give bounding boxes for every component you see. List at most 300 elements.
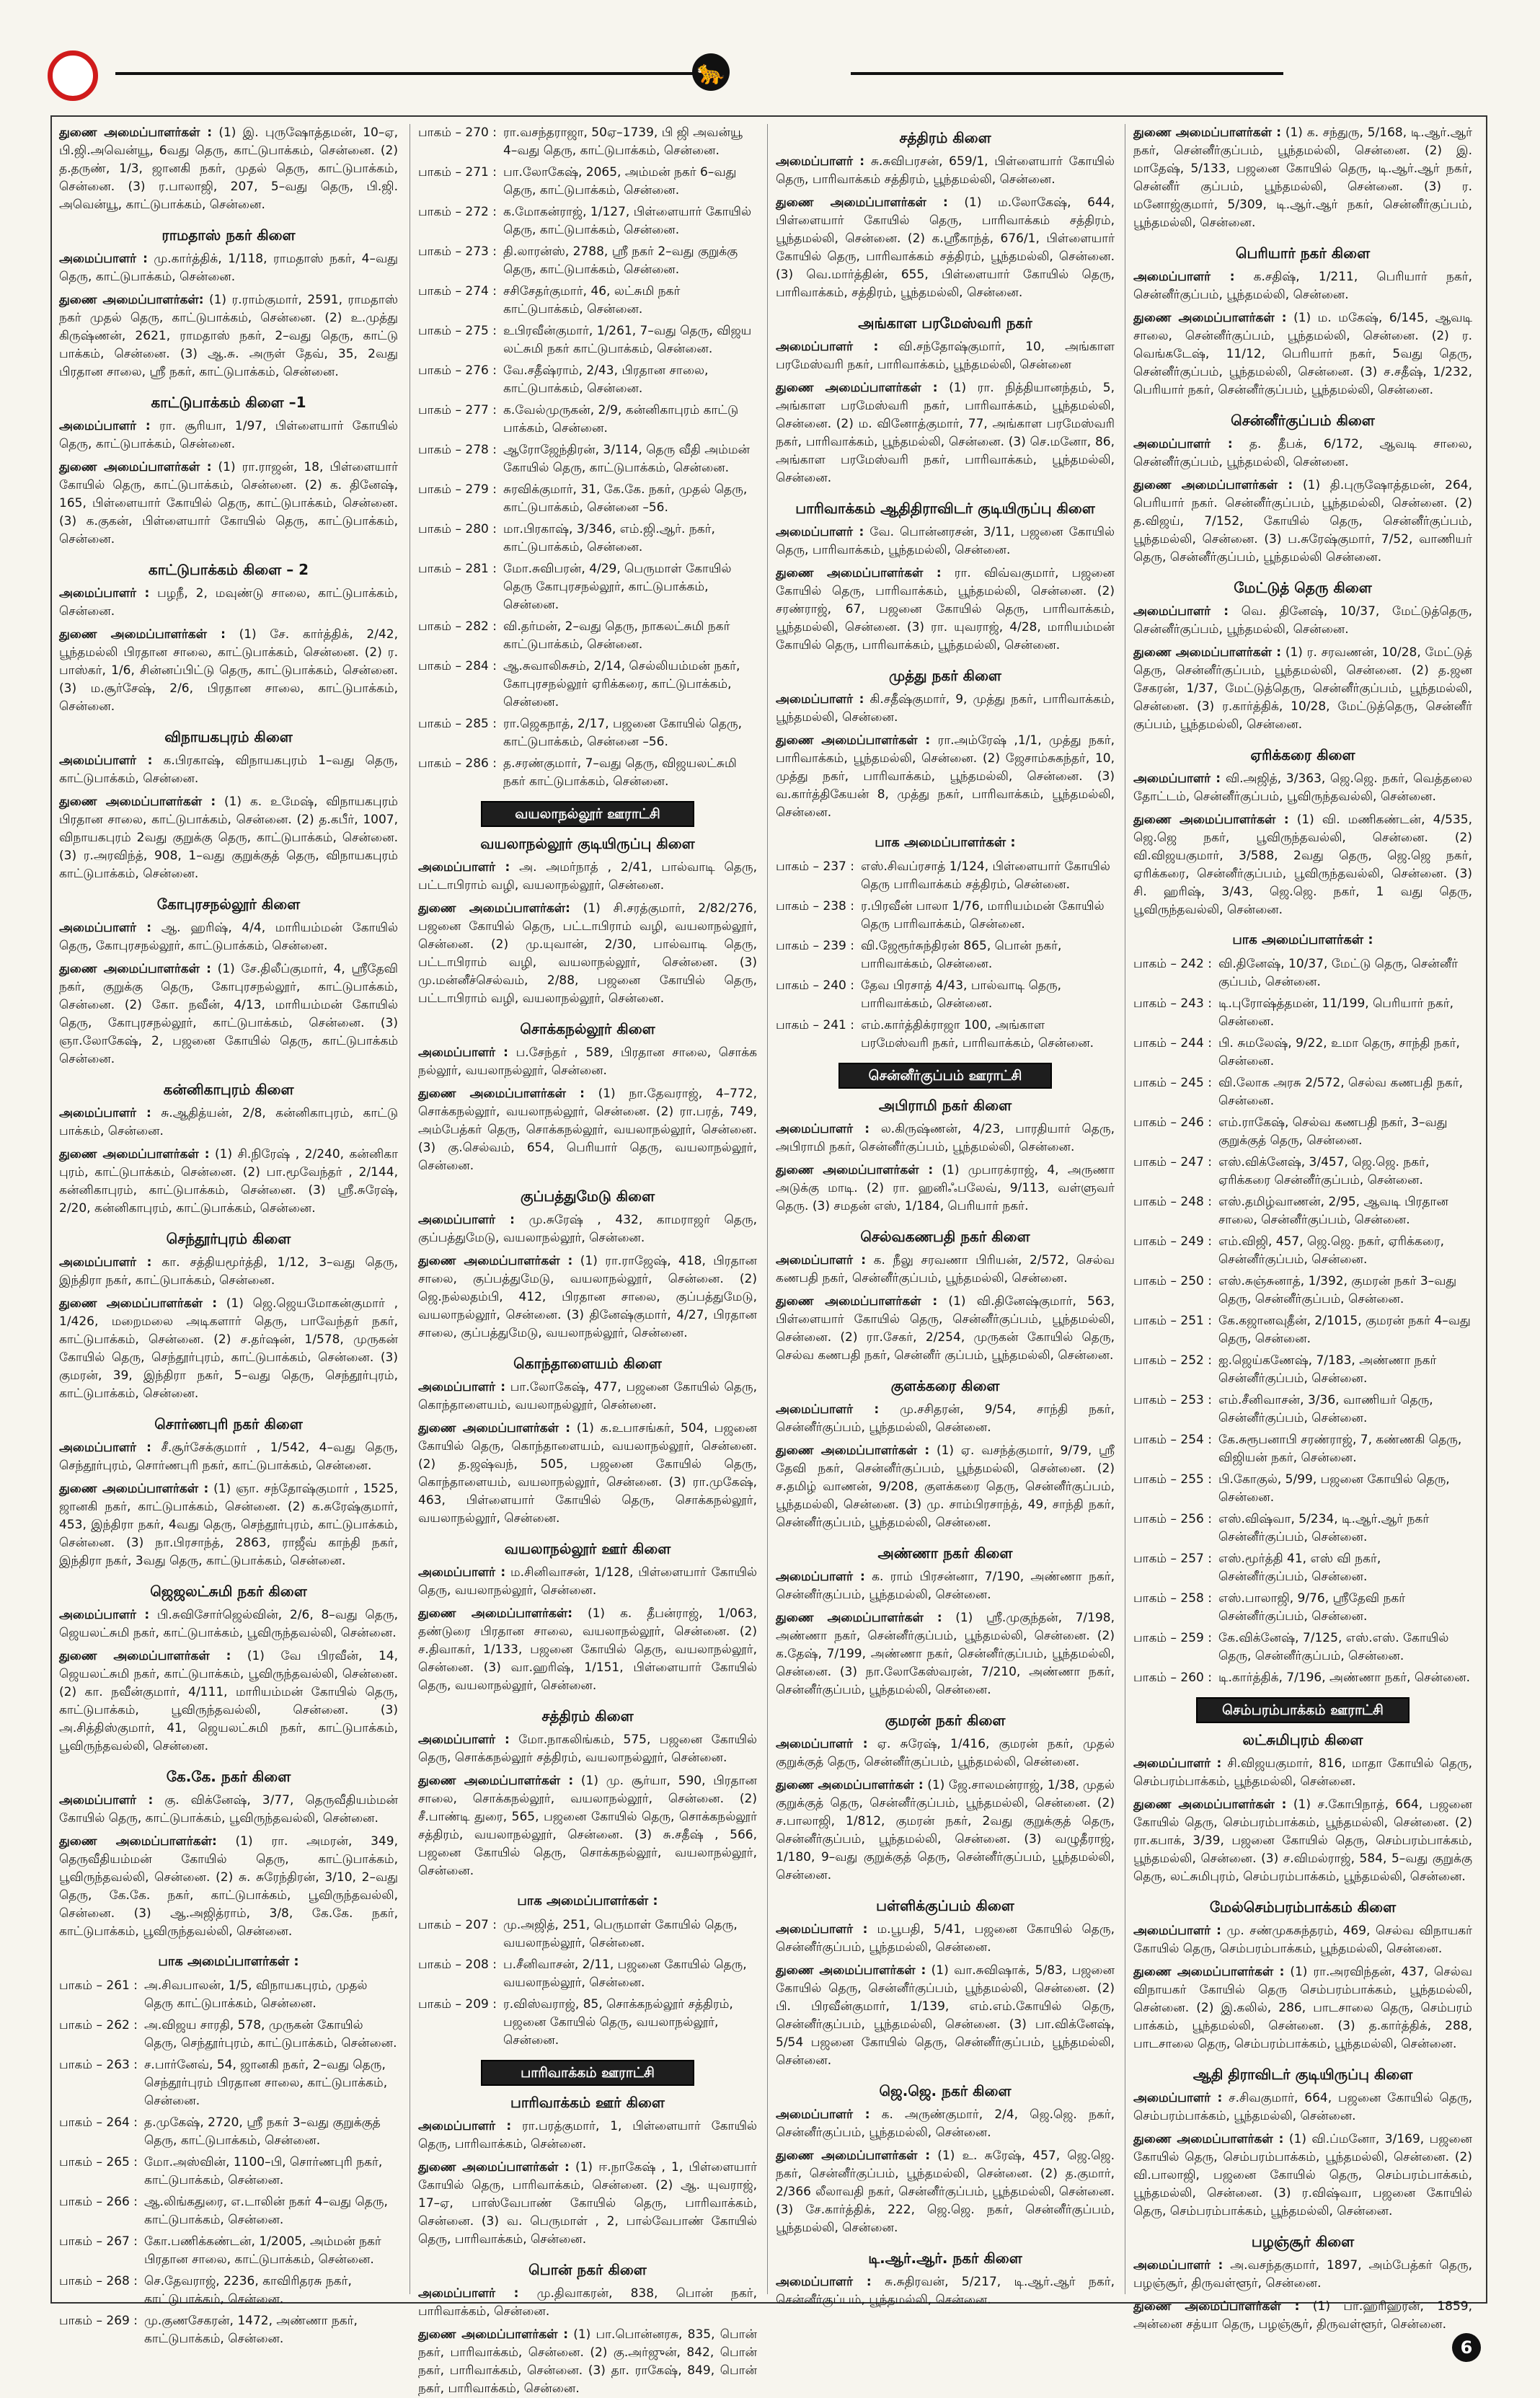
role-label: துணை அமைப்பாளர்கள் : (776, 1443, 930, 1458)
member-entry (1133, 1963, 1472, 2053)
role-label: அமைப்பாளர் : (59, 1793, 154, 1808)
booth-row (418, 283, 757, 319)
column-1 (59, 124, 399, 2346)
role-label: அமைப்பாளர் : (776, 1122, 870, 1136)
booth-agent: க.வேல்முருகன், 2/9, கன்னிகாபுரம் காட்டு பாக்கம், சென்னை. (503, 403, 739, 435)
branch-heading: பாரிவாக்கம் ஆதிதிராவிடர் குடியிருப்பு கிளை (795, 500, 1095, 517)
booth-agent: எஸ்.விக்னேஷ், 3/457, ஜெ.ஜெ. நகர், ஏரிக்கரை சென்னீர்குப்பம், சென்னை. (1218, 1155, 1430, 1187)
branch-section (776, 1375, 1115, 1532)
member-entry (418, 1772, 757, 1880)
booth-agent: ச.பார்னேவ், 54, ஜானகி நகர், 2–வது தெரு, செந்தூர்புரம் பிரதான சாலை, காட்டுபாக்கம், சென்னை. (144, 2058, 388, 2108)
member-details: மு.சுரேஷ் , 432, காமராஜர் தெரு, குப்பத்துமேடு, வயலாநல்லூர், சென்னை. (418, 1213, 758, 1245)
member-details: வே. பொன்னரசன், 3/11, பஜனை கோயில் தெரு, பாரிவாக்கம், பூந்தமல்லி, சென்னை. (776, 525, 1115, 557)
role-label: அமைப்பாளர் : (59, 921, 152, 935)
booth-number: பாகம் – 285 : (418, 717, 497, 731)
member-details: பி.சுவிசோர்ஜெல்வின், 2/6, 8–வது தெரு, ஜெயலட்சுமி நகர், காட்டுபாக்கம், பூவிருந்தவல்லி, சென்னை. (59, 1608, 398, 1640)
member-details: (1) ரா.ராஜன், 18, பிள்ளையார் கோயில் தெரு, காட்டுபாக்கம், சென்னை. (2) க. தினேஷ், 165, பிள்ளையார் கோயில் தெரு, காட்டுபாக்கம், சென்னை. (3) க.குகன், பிள்ளையார் கோயில் தெரு, காட்டுபாக்கம், சென்னை. (59, 460, 398, 547)
member-entry (1133, 2131, 1472, 2221)
booth-agent: எம்.ராகேஷ், செல்வ கணபதி நகர், 3–வது குறுக்குத் தெரு, சென்னை. (1218, 1115, 1448, 1148)
branch-heading: ஆதி திராவிடர் குடியிருப்பு கிளை (1192, 2066, 1413, 2083)
branch-section (59, 559, 398, 716)
branch-heading: குப்பத்துமேடு கிளை (520, 1187, 655, 1205)
header-rule-left (115, 72, 707, 75)
booth-number: பாகம் – 255 : (1133, 1472, 1212, 1487)
member-entry (776, 1252, 1115, 1288)
member-details: சீ.சூர்சேக்குமார் , 1/542, 4–வது தெரு, செந்தூர்புரம், சொர்ணபுரி நகர், காட்டுபாக்கம், சென்னை. (59, 1441, 399, 1473)
member-entry (418, 1420, 757, 1528)
member-entry (1133, 770, 1472, 806)
branch-section (776, 1063, 1115, 1216)
role-label: துணை அமைப்பாளர்கள்: (59, 1834, 217, 1849)
booth-row (776, 977, 1115, 1013)
branch-heading: சொர்ணபுரி நகர் கிளை (154, 1415, 303, 1433)
role-label: அமைப்பாளர் : (59, 252, 148, 266)
member-details: (1) பா.ஹரிஹரன், 1859, அன்னை சத்யா தெரு, பழஞ்சூர், திருவள்ளூர், சென்னை. (1133, 2299, 1472, 2332)
role-label: துணை அமைப்பாளர்கள் : (1133, 125, 1282, 140)
member-entry (1133, 309, 1472, 399)
booth-number: பாகம் – 279 : (418, 482, 497, 497)
role-label: அமைப்பாளர் : (776, 692, 864, 707)
member-details: (1) உ. சுரேஷ், 457, ஜெ.ஜெ. நகர், சென்னீர்குப்பம், பூந்தமல்லி, சென்னை. (2) த.குமார், 2/366 லீலாவதி நகர், சென்னீர்குப்பம், பூந்தமல்லி, சென்னை. (3) சே.கார்த்திக், 222, ஜெ.ஜெ. நகர், சென்னீர்குப்பம், பூந்தமல்லி, சென்னை. (776, 2149, 1115, 2235)
member-details: (1) நா.தேவராஜ், 4–772, சொக்கநல்லூர், வயலாநல்லூர், சென்னை. (2) ரா.பரத், 749, அம்பேத்கர் தெரு, சொக்கநல்லூர், வயலாநல்லூர், சென்னை. (3) கு.செல்வம், 654, பெரியார் தெரு, வயலாநல்லூர், சென்னை. (418, 1087, 758, 1173)
booth-number: பாகம் – 252 : (1133, 1353, 1212, 1368)
role-label: அமைப்பாளர் : (776, 1253, 866, 1267)
branch-section (776, 497, 1115, 655)
member-entry (418, 2159, 757, 2249)
booth-agent: டி.புரோஷ்த்தமன், 11/199, பெரியார் நகர், சென்னை. (1218, 996, 1454, 1029)
member-details: (1) ரா. அமரன், 349, தெருவீதியம்மன் கோயில் தெரு, காட்டுபாக்கம், பூவிருந்தவல்லி, சென்னை. (2) சு. சுரேந்திரன், 3/10, 2–வது தெரு, கே.கே. நகர், காட்டுபாக்கம், பூவிருந்தவல்லி, சென்னை. (3) ஆ.அஜித்ராம், 3/8, கே.கே. நகர், காட்டுபாக்கம், பூவிருந்தவல்லி, சென்னை. (59, 1834, 398, 1939)
member-entry (776, 338, 1115, 374)
member-details: க.சதிஷ், 1/211, பெரியார் நகர், சென்னீர்குப்பம், பூந்தமல்லி, சென்னை. (1133, 270, 1473, 302)
booth-row (418, 402, 757, 438)
booth-agent: ரா.ஜெகநாத், 2/17, பஜனை கோயில் தெரு, காட்டுபாக்கம், சென்னை –56. (503, 717, 743, 749)
booth-number: பாகம் – 265 : (59, 2155, 138, 2169)
branch-section (1133, 744, 1472, 919)
branch-heading: லட்சுமிபுரம் கிளை (1242, 1731, 1363, 1748)
member-entry (418, 1211, 757, 1247)
member-details: ச.சிவகுமார், 664, பஜனை கோயில் தெரு, செம்பரம்பாக்கம், பூந்தமல்லி, சென்னை. (1133, 2091, 1473, 2123)
branch-heading: பள்ளிக்குப்பம் கிளை (876, 1897, 1014, 1914)
booth-row (418, 755, 757, 791)
booth-agent: கே.சுரூபனாபி சரண்ராஜ், 7, கண்ணகி தெரு, விஜியன் நகர், சென்னை. (1218, 1433, 1462, 1465)
booth-number: பாகம் – 282 : (418, 619, 497, 634)
booth-row (1133, 1471, 1472, 1507)
member-details: (1) வி. மணிகண்டன், 4/535, ஜெ.ஜெ நகர், பூவிருந்தவல்லி, சென்னை. (2) வி.விஜயகுமார், 3/588, 2வது தெரு, ஜெ.ஜெ நகர், ஏரிக்கரை, சென்னீர்குப்பம், பூவிருந்தவல்லி, சென்னை. (3) சி. ஹரிஷ், 3/43, ஜெ.ஜெ. நகர், 1 வது தெரு, பூவிருந்தவல்லி, சென்னை. (1133, 813, 1473, 917)
branch-heading: காட்டுபாக்கம் கிளை –1 (151, 394, 306, 411)
booth-row (418, 441, 757, 477)
booth-agent: வி.தினேஷ், 10/37, மேட்டு தெரு, சென்னீர் குப்பம், சென்னை. (1218, 957, 1459, 989)
booth-agent: ஆ.லிங்கதுரை, எ.டாலின் நகர் 4–வது தெரு, காட்டுபாக்கம், சென்னை. (144, 2195, 388, 2227)
role-label: துணை அமைப்பாளர்கள் : (1133, 2299, 1300, 2314)
booth-row (776, 898, 1115, 934)
branch-section (776, 1709, 1115, 1885)
member-details: க.பிரகாஷ், விநாயகபுரம் 1–வது தெரு, காட்டுபாக்கம், சென்னை. (59, 753, 398, 786)
role-label: துணை அமைப்பாளர்கள் : (1133, 645, 1282, 660)
member-entry (418, 1564, 757, 1600)
member-entry (776, 1442, 1115, 1532)
member-details: ப.சேந்தர் , 589, பிரதான சாலை, சொக்க நல்லூர், வயலாநல்லூர், சென்னை. (418, 1045, 758, 1078)
role-label: துணை அமைப்பாளர்கள்: (59, 293, 204, 307)
member-details: (1) ஏ. வசந்த்குமார், 9/79, ஸ்ரீ தேவி நகர், சென்னீர்குப்பம், பூந்தமல்லி, சென்னை. (2) ச.தமிழ் வாணன், 9/208, குளக்கரை தெரு, சென்னீர்குப்பம், பூந்தமல்லி, சென்னை. (3) மு. சாம்பிரசாந்த், 49, சாந்தி நகர், சென்னீர்குப்பம், பூந்தமல்லி, சென்னை. (776, 1443, 1115, 1530)
branch-heading: சென்னீர்குப்பம் கிளை (1231, 412, 1375, 429)
booth-agent: த.சரண்குமார், 7–வது தெரு, விஜயலட்சுமி நகர் காட்டுபாக்கம், சென்னை. (503, 756, 737, 789)
branch-section (776, 127, 1115, 302)
branch-heading: கோபுரசநல்லூர் கிளை (156, 895, 301, 913)
booth-agent: எம்.சீனிவாசன், 3/36, வாணியர் தெரு, சென்னீர்குப்பம், சென்னை. (1218, 1393, 1433, 1425)
member-entry (776, 153, 1115, 189)
booth-agent: சுரவிக்குமார், 31, கே.கே. நகர், முதல் தெரு, காட்டுபாக்கம், சென்னை –56. (503, 482, 748, 515)
panchayat-banner: சென்னீர்குப்பம் ஊராட்சி (838, 1063, 1051, 1089)
role-label: அமைப்பாளர் : (59, 1608, 150, 1622)
member-details: (1) க.உபாசங்கர், 504, பஜனை கோயில் தெரு, கொந்தாளையம், வயலாநல்லூர், சென்னை. (2) த.ஜஷ்வந், 505, பஜனை கோயில் தெரு, கொந்தாளையம், வயலாநல்லூர், சென்னை. (3) ரா.முகேஷ், 463, பிள்ளையார் கோயில் தெரு, சொக்கநல்லூர், வயலாநல்லூர், சென்னை. (418, 1421, 757, 1526)
branch-section (418, 2259, 757, 2398)
booth-agent: எஸ்.பாலாஜி, 9/76, ஸ்ரீதேவி நகர் சென்னீர்குப்பம், சென்னை. (1218, 1591, 1406, 1624)
member-entry (1133, 124, 1472, 232)
booth-number: பாகம் – 270 : (418, 125, 497, 140)
booth-agent: சசிசேதர்குமார், 46, லட்சுமி நகர் காட்டுபாக்கம், சென்னை. (503, 284, 681, 317)
branch-heading: காட்டுபாக்கம் கிளை – 2 (148, 561, 309, 578)
booth-agent: ரா.வசந்தராஜா, 50ஏ–1739, பி ஜி அவன்யூ 4–வது தெரு, காட்டுபாக்கம், சென்னை. (503, 125, 743, 158)
role-label: துணை அமைப்பாளர்கள் : (59, 795, 216, 809)
booth-number: பாகம் – 240 : (776, 978, 854, 993)
booth-row (418, 658, 757, 712)
booth-row (1133, 1273, 1472, 1309)
booth-agent: மோ.அஸ்வின், 1100–பி, சொர்ணபுரி நகர், காட்டுபாக்கம், சென்னை. (144, 2155, 383, 2187)
role-label: துணை அமைப்பாளர்கள்: (418, 1606, 572, 1621)
member-details: மு. சண்முகசுந்தரம், 469, செல்வ விநாயகர் கோயில் தெரு, செம்பரம்பாக்கம், பூந்தமல்லி, சென்னை. (1133, 1924, 1472, 1956)
booth-agent: அ.சிவபாலன், 1/5, விநாயகபுரம், முதல் தெரு காட்டுபாக்கம், சென்னை. (144, 1978, 368, 2011)
branch-heading: முத்து நகர் கிளை (889, 667, 1001, 684)
booth-number: பாகம் – 245 : (1133, 1076, 1212, 1090)
member-details: சு.சுதிரவன், 5/217, டி.ஆர்.ஆர் நகர், சென்னீர்குப்பம், பூந்தமல்லி, சென்னை. (776, 2275, 1115, 2307)
booth-number: பாகம் – 269 : (59, 2314, 138, 2328)
booth-number: பாகம் – 268 : (59, 2274, 138, 2288)
member-details: ரா. சூரியா, 1/97, பிள்ளையார் கோயில் தெரு, காட்டுபாக்கம், சென்னை. (59, 419, 399, 451)
booth-row (1133, 1431, 1472, 1467)
branch-section (59, 1413, 398, 1570)
booth-list-heading: பாக அமைப்பாளர்கள் : (517, 1893, 658, 1908)
booth-agent: வே.சதீஷ்ராம், 2/43, பிரதான சாலை, காட்டுபாக்கம், சென்னை. (503, 363, 709, 396)
member-details: ஆ. ஹரிஷ், 4/4, மாரியம்மன் கோயில் தெரு, கோபுரசநல்லூர், காட்டுபாக்கம், சென்னை. (59, 921, 399, 953)
booth-number: பாகம் – 275 : (418, 324, 497, 338)
member-entry (1133, 1755, 1472, 1791)
panchayat-banner: பாரிவாக்கம் ஊராட்சி (481, 2060, 694, 2086)
role-label: அமைப்பாளர் : (776, 1402, 880, 1417)
booth-number: பாகம் – 274 : (418, 284, 497, 298)
booth-agent: கே.கஜானவுதீன், 2/1015, குமரன் நகர் 4–வது தெரு, சென்னை. (1218, 1314, 1471, 1346)
role-label: துணை அமைப்பாளர்கள் : (776, 1163, 934, 1177)
member-entry (418, 1252, 757, 1342)
branch-section (418, 1018, 757, 1175)
column-4 (1133, 124, 1473, 2332)
booth-number: பாகம் – 247 : (1133, 1155, 1212, 1169)
member-entry (1133, 268, 1472, 304)
member-entry (418, 2118, 757, 2154)
role-label: அமைப்பாளர் : (776, 1570, 865, 1584)
branch-heading: பாரிவாக்கம் ஊர் கிளை (510, 2094, 665, 2111)
member-details: (1) ம.லோகேஷ், 644, பிள்ளையார் கோயில் தெரு, பாரிவாக்கம் சத்திரம், பூந்தமல்லி, சென்னை. (2) க.ஸ்ரீகாந்த், 676/1, பிள்ளையார் கோயில் தெரு, பாரிவாக்கம் சத்திரம், பூந்தமல்லி, சென்னை. (3) வெ.மார்த்தின், 655, பிள்ளையார் கோயில் தெரு, பாரிவாக்கம், சத்திரம், பூந்தமல்லி, சென்னை. (776, 195, 1115, 300)
booth-number: பாகம் – 263 : (59, 2058, 138, 2072)
booth-agent: மா.பிரகாஷ், 3/346, எம்.ஜி.ஆர். நகர், காட்டுபாக்கம், சென்னை. (503, 522, 715, 554)
branch-section (418, 124, 757, 791)
column-divider (767, 124, 768, 2294)
booth-number: பாகம் – 241 : (776, 1018, 854, 1032)
member-details: மு.சசிதரன், 9/54, சாந்தி நகர், சென்னீர்குப்பம், பூந்தமல்லி, சென்னை. (776, 1402, 1115, 1435)
member-details: (1) ஈ.நாகேஷ் , 1, பிள்ளையார் கோயில் தெரு, பாரிவாக்கம், சென்னை. (2) ஆ. யுவராஜ், 17–ஏ, பாஸ்வேபாண் கோயில் தெரு, பாரிவாக்கம், சென்னை. (3) வ. பெருமாள் , 2, பால்வேபாண் கோயில் தெரு, பாரிவாக்கம், சென்னை. (418, 2160, 757, 2247)
role-label: அமைப்பாளர் : (776, 340, 879, 354)
member-details: ரா. விவ்வகுமார், பஜனை கோயில் தெரு, பாரிவாக்கம், பூந்தமல்லி, சென்னை. (2) சரண்ராஜ், 67, பஜனை கோயில் தெரு, பாரிவாக்கம், பூந்தமல்லி, சென்னை. (3) ரா. யுவராஜ், 4/28, மாரியம்மன் கோயில் தெரு, பாரிவாக்கம், பூந்தமல்லி, சென்னை. (776, 566, 1115, 652)
role-label: துணை அமைப்பாளர்கள் : (776, 1963, 926, 1978)
branch-section (418, 801, 757, 1008)
booth-number: பாகம் – 267 : (59, 2234, 138, 2249)
branch-section (776, 1542, 1115, 1699)
booth-number: பாகம் – 208 : (418, 1957, 497, 1972)
role-label: அமைப்பாளர் : (418, 1565, 506, 1580)
branch-section (59, 1766, 398, 1941)
booth-number: பாகம் – 278 : (418, 443, 497, 457)
member-details: (1) சி.நிரேஷ் , 2/240, கன்னிகா புரம், காட்டுபாக்கம், சென்னை. (2) பா.மூவேந்தர் , 2/144, கன்னிகாபுரம், காட்டுபாக்கம், சென்னை. (3) ஸ்ரீ.சுரேஷ், 2/20, கன்னிகாபுரம், காட்டுபாக்கம், சென்னை. (59, 1147, 399, 1216)
branch-section (1133, 577, 1472, 734)
booth-agent: ஆரோஜேந்திரன், 3/114, தெரு வீதி அம்மன் கோயில் தெரு, காட்டுபாக்கம், சென்னை. (503, 443, 750, 475)
member-entry (1133, 435, 1472, 472)
booth-row (1133, 1312, 1472, 1348)
booth-row (1133, 1590, 1472, 1626)
booth-agent: ர.விஸ்வராஜ், 85, சொக்கநல்லூர் சத்திரம், பஜனை கோயில் தெரு, வயலாநல்லூர், சென்னை. (503, 1997, 733, 2048)
booth-row (418, 124, 757, 160)
booth-agent: செ.தேவராஜ், 2236, காவிரிதரசு நகர், காட்டுபாக்கம், சென்னை. (144, 2274, 352, 2306)
member-entry (59, 1439, 398, 1475)
branch-heading: கே.கே. நகர் கிளை (166, 1768, 291, 1785)
member-entry (59, 1833, 398, 1941)
member-details: (1) தி.புருஷோத்தமன், 264, பெரியார் நகர். சென்னீர்குப்பம், பூந்தமல்லி, சென்னை. (2) த.விஜய், 7/152, கோயில் தெரு, சென்னீர்குப்பம், பூந்தமல்லி, சென்னை. (3) ப.சுரேஷ்குமார், 7/52, வாணியர் தெரு, சென்னீர்குப்பம், பூந்தமல்லி சென்னை. (1133, 478, 1473, 565)
role-label: துணை அமைப்பாளர்கள் : (1133, 1797, 1287, 1812)
branch-heading: சத்திரம் கிளை (541, 1707, 634, 1725)
booth-number: பாகம் – 266 : (59, 2195, 138, 2209)
branch-heading: பழஞ்சூர் கிளை (1251, 2233, 1355, 2250)
role-label: அமைப்பாளர் : (776, 1737, 868, 1751)
booth-agent: கோ.பணிக்கண்டன், 1/2005, அம்மன் நகர் பிரதான சாலை, காட்டுபாக்கம், சென்னை. (144, 2234, 381, 2267)
booth-row (418, 203, 757, 239)
member-entry (59, 417, 398, 454)
role-label: துணை அமைப்பாளர்கள் : (418, 1774, 574, 1788)
role-label: துணை அமைப்பாளர்கள் : (418, 1254, 573, 1268)
member-entry (59, 1146, 398, 1218)
member-entry (776, 1921, 1115, 1957)
branch-heading: குளக்கரை கிளை (890, 1377, 1000, 1394)
booth-agent: மு.குணசேகரன், 1472, அண்ணா நகர், காட்டுபாக்கம், சென்னை. (144, 2314, 358, 2346)
booth-row (418, 164, 757, 200)
member-entry (776, 523, 1115, 559)
member-entry (776, 1293, 1115, 1365)
booth-agent: ப.சீனிவாசன், 2/11, பஜனை கோயில் தெரு, வயலாநல்லூர், சென்னை. (503, 1957, 747, 1990)
booth-number: பாகம் – 257 : (1133, 1552, 1212, 1566)
role-label: துணை அமைப்பாளர்கள் : (59, 1649, 231, 1663)
role-label: அமைப்பாளர் : (59, 1106, 151, 1120)
member-entry (1133, 2089, 1472, 2125)
booth-number: பாகம் – 286 : (418, 756, 497, 771)
booth-agent: பி.கோகுல், 5/99, பஜனை கோயில் தெரு, சென்னை. (1218, 1472, 1450, 1505)
branch-section (59, 1580, 398, 1756)
member-details: கு. விக்னேஷ், 3/77, தெருவீதியம்மன் கோயில் தெரு, காட்டுபாக்கம், பூவிருந்தவல்லி, சென்னை. (59, 1793, 398, 1826)
booth-agent: தேவ பிரசாத் 4/43, பால்வாடி தெரு, பாரிவாக்கம், சென்னை. (861, 978, 1062, 1011)
member-details: சு.சுவிபரசன், 659/1, பிள்ளையார் கோயில் தெரு, பாரிவாக்கம் சத்திரம், பூந்தமல்லி, சென்னை. (776, 154, 1115, 187)
booth-number: பாகம் – 261 : (59, 1978, 138, 1993)
booth-number: பாகம் – 280 : (418, 522, 497, 536)
member-details: (1) ரா.ராஜேஷ், 418, பிரதான சாலை, குப்பத்துமேடு, வயலாநல்லூர், சென்னை. (2) ஜெ.நல்லதம்பி, 412, பிரதான சாலை, குப்பத்துமேடு, வயலாநல்லூர், சென்னை. (3) தினேஷ்குமார், 4/27, பிரதான சாலை, குப்பத்துமேடு, வயலாநல்லூர், சென்னை. (418, 1254, 758, 1340)
role-label: அமைப்பாளர் : (418, 1380, 506, 1394)
member-entry (418, 2326, 757, 2398)
role-label: துணை அமைப்பாளர்கள் : (776, 733, 931, 748)
branch-section (59, 224, 398, 381)
booth-row (1133, 1074, 1472, 1110)
booth-number: பாகம் – 277 : (418, 403, 497, 417)
booth-agent: பி. சுமலேஷ், 9/22, உமா தெரு, சாந்தி நகர், சென்னை. (1218, 1036, 1460, 1069)
role-label: அமைப்பாளர் : (1133, 1756, 1222, 1771)
member-entry (776, 1401, 1115, 1437)
booth-row (418, 560, 757, 614)
booth-list-heading: பாக அமைப்பாளர்கள் : (875, 835, 1016, 850)
booth-row (1133, 995, 1472, 1031)
role-label: துணை அமைப்பாளர்கள் : (1133, 813, 1289, 827)
member-details: (1) சி.சரத்குமார், 2/82/276, பஜனை கோயில் தெரு, பட்டாபிராம் வழி, வயலாநல்லூர், சென்னை. (2) மு.யுவான், 2/30, பால்வாடி தெரு, பட்டாபிராம் வழி, வயலாநல்லூர், சென்னை. (3) மு.மன்னீச்செல்வம், 2/88, பஜனை கோயில் தெரு, பட்டாபிராம் வழி, வயலாநல்லூர், சென்னை. (418, 901, 758, 1006)
booth-row (59, 2193, 398, 2229)
branch-section (776, 832, 1115, 1053)
member-details: (1) ம. மகேஷ், 6/145, ஆவடி சாலை, சென்னீர்குப்பம், பூந்தமல்லி, சென்னை. (2) ர. வெங்கடேஷ், 11/12, பெரியார் நகர், 5வது தெரு, சென்னீர்குப்பம், பூந்தமல்லி, சென்னை. (3) ச.சதீஷ், 1/232, பெரியார் நகர், சென்னீர்குப்பம், பூந்தமல்லி, சென்னை. (1133, 311, 1473, 397)
booth-number: பாகம் – 238 : (776, 899, 854, 913)
role-label: அமைப்பாளர் : (1133, 270, 1235, 284)
role-label: துணை அமைப்பாளர்கள் : (418, 2160, 570, 2174)
member-details: (1) வி.ப்மனோ, 3/169, பஜனை கோயில் தெரு, செம்பரம்பாக்கம், பூந்தமல்லி, சென்னை. (2) வி.பாலாஜி, பஜனை கோயில் தெரு, செம்பரம்பாக்கம், பூந்தமல்லி, சென்னை. (3) ர.விஷ்வா, பஜனை கோயில் தெரு, செம்பரம்பாக்கம், பூந்தமல்லி, சென்னை. (1133, 2132, 1473, 2218)
member-entry (418, 859, 757, 895)
member-entry (59, 1792, 398, 1828)
member-entry (776, 2147, 1115, 2237)
branch-section (776, 2080, 1115, 2237)
booth-row (776, 1017, 1115, 1053)
role-label: துணை அமைப்பாளர்கள் : (59, 125, 213, 140)
booth-number: பாகம் – 243 : (1133, 996, 1212, 1011)
member-details: (1) ஜெ.ஜெயமோகன்குமார் , 1/426, மறைமலை அடிகளார் தெரு, பாவேந்தர் நகர், காட்டுபாக்கம், சென்னை. (2) ச.தர்ஷன், 1/578, முருகன் கோயில் தெரு, செந்தூர்புரம், காட்டுபாக்கம், சென்னை. (3) குமரன், 39, இந்திரா நகர், 5–வது தெரு, செந்தூர்புரம், காட்டுபாக்கம், சென்னை. (59, 1296, 398, 1401)
member-details: வி.சந்தோஷ்குமார், 10, அங்காள பரமேஸ்வரி நகர், பாரிவாக்கம், பூந்தமல்லி, சென்னை (776, 340, 1115, 372)
branch-section (418, 1538, 757, 1695)
booth-list-heading: பாக அமைப்பாளர்கள் : (1232, 932, 1373, 947)
branch-section (418, 1705, 757, 1880)
booth-row (1133, 1669, 1472, 1687)
red-circle-icon (48, 50, 98, 101)
role-label: அமைப்பாளர் : (59, 1441, 151, 1455)
booth-row (1133, 1114, 1472, 1150)
member-entry (59, 250, 398, 286)
role-label: துணை அமைப்பாளர்கள் : (776, 1294, 938, 1309)
member-details: ல.கிருஷ்ணன், 4/23, பாரதியார் தெரு, அபிராமி நகர், சென்னீர்குப்பம், பூந்தமல்லி, சென்னை. (776, 1122, 1115, 1154)
branch-heading: குமரன் நகர் கிளை (885, 1712, 1006, 1729)
member-details: மு.கார்த்திக், 1/118, ராமதாஸ் நகர், 4–வது தெரு, காட்டுபாக்கம், சென்னை. (59, 252, 398, 284)
member-entry (418, 1085, 757, 1175)
member-entry (1133, 2257, 1472, 2293)
branch-section (59, 1228, 398, 1403)
member-details: ரா.பரத்குமார், 1, பிள்ளையார் கோயில் தெரு, பாரிவாக்கம், சென்னை. (418, 2119, 757, 2151)
member-details: வெ. தினேஷ், 10/37, மேட்டுத்தெரு, சென்னீர்குப்பம், பூந்தமல்லி, சென்னை. (1133, 604, 1472, 637)
booth-row (59, 2233, 398, 2269)
panchayat-banner: வயலாநல்லூர் ஊராட்சி (481, 801, 694, 827)
branch-heading: செந்தூர்புரம் கிளை (166, 1230, 291, 1247)
branch-heading: கன்னிகாபுரம் கிளை (163, 1081, 294, 1098)
member-details: சு.ஆதித்யன், 2/8, கன்னிகாபுரம், காட்டு பாக்கம், சென்னை. (59, 1106, 399, 1138)
member-details: வி.அஜித், 3/363, ஜெ.ஜெ. நகர், வெத்தலை தோட்டம், சென்னீர்குப்பம், பூவிருந்தவல்லி, சென்னை. (1133, 771, 1472, 804)
role-label: அமைப்பாளர் : (418, 860, 510, 875)
booth-agent: ர.பிரவீன் பாலா 1/76, மாரியம்மன் கோயில் தெரு பாரிவாக்கம், சென்னை. (861, 899, 1105, 932)
booth-row (1133, 1352, 1472, 1388)
booth-row (1133, 1510, 1472, 1547)
role-label: துணை அமைப்பாளர்கள் : (1133, 1965, 1285, 1979)
branch-section (1133, 2231, 1472, 2334)
booth-row (418, 362, 757, 398)
booth-row (1133, 955, 1472, 991)
member-details: சி.விஜயகுமார், 816, மாதா கோயில் தெரு, செம்பரம்பாக்கம், பூந்தமல்லி, சென்னை. (1133, 1756, 1473, 1789)
member-entry (59, 1254, 398, 1290)
branch-heading: அங்காள பரமேஸ்வரி நகர் (858, 314, 1032, 332)
booth-number: பாகம் – 284 : (418, 659, 497, 673)
member-entry (59, 459, 398, 549)
branch-section (59, 893, 398, 1069)
member-details: மோ.நாகலிங்கம், 575, பஜனை கோயில் தெரு, சொக்கநல்லூர் சத்திரம், வயலாநல்லூர், சென்னை. (418, 1733, 758, 1765)
booth-row (418, 521, 757, 557)
booth-agent: எஸ்.சிவப்ரசாத் 1/124, பிள்ளையார் கோயில் தெரு பாரிவாக்கம் சத்திரம், சென்னை. (861, 859, 1110, 892)
booth-number: பாகம் – 237 : (776, 859, 854, 874)
panchayat-banner: செம்பரம்பாக்கம் ஊராட்சி (1196, 1697, 1409, 1723)
branch-heading: வயலாநல்லூர் குடியிருப்பு கிளை (480, 835, 695, 852)
member-entry (59, 1606, 398, 1642)
member-entry (59, 793, 398, 883)
member-details: க. ராம் பிரசன்னா, 7/190, அண்ணா நகர், சென்னீர்குப்பம், பூந்தமல்லி, சென்னை. (776, 1570, 1115, 1602)
member-details: ம.பூபதி, 5/41, பஜனை கோயில் தெரு, சென்னீர்குப்பம், பூந்தமல்லி, சென்னை. (776, 1922, 1115, 1955)
member-entry (59, 1295, 398, 1403)
booth-number: பாகம் – 276 : (418, 363, 497, 378)
member-entry (59, 1105, 398, 1141)
column-3 (776, 124, 1115, 2307)
booth-row (418, 1996, 757, 2050)
member-entry (418, 1731, 757, 1767)
member-details: ரா.அம்ரேஷ் ,1/1, முத்து நகர், பாரிவாக்கம், பூந்தமல்லி, சென்னை. (2) ஜேசாம்சுகந்தர், 10, முத்து நகர், பாரிவாக்கம், பூந்தமல்லி, சென்னை. (3) வ.கார்த்திகேயன் 8, முத்து நகர், பாரிவாக்கம், பூந்தமல்லி, சென்னை. (776, 733, 1115, 820)
masthead (43, 45, 1497, 102)
member-entry (1133, 1922, 1472, 1958)
branch-heading: சொக்கநல்லூர் கிளை (520, 1020, 655, 1037)
role-label: துணை அமைப்பாளர்கள் : (59, 1296, 218, 1311)
branch-section (776, 2247, 1115, 2309)
branch-section (776, 665, 1115, 822)
booth-row (59, 2114, 398, 2150)
role-label: துணை அமைப்பாளர்கள் : (1133, 311, 1287, 325)
member-details: (1) முபாரக்ராஜ், 4, அருணா அடுக்கு மாடி. (2) ரா. ஹனிஃபலேவ், 9/113, வள்ளுவர் தெரு. (3) சமதன் எஸ், 1/184, பெரியார் நகர். (776, 1163, 1115, 1213)
branch-heading: பெரியார் நகர் கிளை (1235, 244, 1371, 262)
booth-number: பாகம் – 262 : (59, 2018, 138, 2032)
member-entry (1133, 2298, 1472, 2334)
booth-number: பாகம் – 260 : (1133, 1671, 1212, 1685)
role-label: அமைப்பாளர் : (776, 2107, 870, 2122)
member-entry (1133, 603, 1472, 639)
member-details: அ. அமர்நாத் , 2/41, பால்வாடி தெரு, பட்டாபிராம் வழி, வயலாநல்லூர், சென்னை. (418, 860, 758, 893)
branch-section (1133, 2063, 1472, 2221)
booth-agent: த.முகேஷ், 2720, ஸ்ரீ நகர் 3–வது குறுக்குத் தெரு, காட்டுபாக்கம், சென்னை. (144, 2115, 381, 2148)
booth-row (418, 322, 757, 358)
branch-section (776, 312, 1115, 487)
member-details: பா.லோகேஷ், 477, பஜனை கோயில் தெரு, கொந்தாளையம், வயலாநல்லூர், சென்னை. (418, 1380, 758, 1412)
member-entry (776, 2106, 1115, 2142)
member-entry (1133, 644, 1472, 734)
booth-row (1133, 1035, 1472, 1071)
role-label: அமைப்பாளர் : (1133, 771, 1221, 786)
booth-row (59, 2017, 398, 2053)
role-label: அமைப்பாளர் : (59, 1255, 152, 1270)
